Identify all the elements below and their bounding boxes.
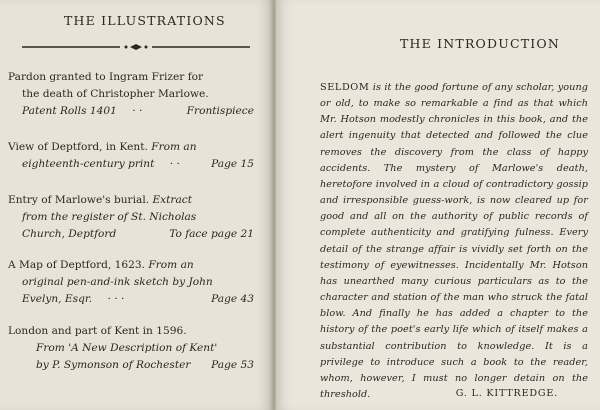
entry-title-cont: the death of Christopher Marlowe. xyxy=(22,88,209,100)
entry-source: by P. Symonson of Rochester xyxy=(36,359,191,371)
dot-leaders: · · xyxy=(132,105,143,117)
entry-page-ref: Page 43 xyxy=(211,293,254,305)
illustration-entry xyxy=(8,69,254,120)
entry-source: Patent Rolls 1401 xyxy=(22,105,117,117)
illustration-entry xyxy=(8,192,254,243)
entry-title-italic: From an xyxy=(148,259,194,271)
entry-title: London and part of Kent in 1596. xyxy=(8,325,187,337)
entry-title: Entry of Marlowe's burial. xyxy=(8,194,150,206)
illustration-entry xyxy=(8,139,254,173)
introduction-lead-word: SELDOM xyxy=(320,82,370,93)
entry-title-italic: Extract xyxy=(152,194,192,206)
right-page xyxy=(276,0,600,410)
illustration-entry xyxy=(8,323,254,374)
dot-leaders: · · xyxy=(169,158,180,170)
left-page xyxy=(0,0,272,410)
entry-title: A Map of Deptford, 1623. xyxy=(8,259,146,271)
illustration-entry xyxy=(8,257,254,308)
introduction-text xyxy=(320,80,588,403)
entry-page-ref: To face page 21 xyxy=(169,228,254,240)
entry-page-ref: Page 53 xyxy=(211,359,254,371)
entry-title-cont: From 'A New Description of Kent' xyxy=(36,342,218,354)
signature: G. L. KITTREDGE. xyxy=(455,388,558,399)
entry-source: eighteenth-century print xyxy=(22,158,155,170)
entry-title-italic: From an xyxy=(151,141,197,153)
entry-title-cont: original pen-and-ink sketch by John xyxy=(22,276,213,288)
dot-leaders: · · · xyxy=(107,293,125,305)
page-heading-illustrations: THE ILLUSTRATIONS xyxy=(64,13,226,28)
entry-title: Pardon granted to Ingram Frizer for xyxy=(8,71,204,83)
entry-source: Church, Deptford xyxy=(22,228,117,240)
page-heading-introduction: THE INTRODUCTION xyxy=(400,36,560,51)
entry-source: Evelyn, Esqr. xyxy=(22,293,93,305)
entry-page-ref: Page 15 xyxy=(211,158,254,170)
introduction-body: is it the good fortune of any scholar, young or old, to make so remarkable a find as that which Mr. Hotson modestly chronicles in this book, and the alert ingenuity that detected and followed the clue removes the discovery from the class of happy accidents. The mystery of Marlowe's death, heretofore involved in a cloud of contradictory gossip and irresponsible guess-work, is now cleared up for good and all on the authority of public records of complete authenticity and gratifying fulness. Every detail of the strange affair is vividly set forth on the testimony of eyewitnesses. Incidentally Mr. Hotson has unearthed many curious particulars as to the character and station of the man who struck the fatal blow. And finally he has added a chapter to the history of the poet's early life which of itself makes a substantial contribution to knowledge. It is a privilege to introduce such a book to the reader, whom, however, I must no longer detain on the threshold. xyxy=(320,82,588,400)
entry-page-ref: Frontispiece xyxy=(186,105,254,117)
entry-title-cont: from the register of St. Nicholas xyxy=(22,211,197,223)
entry-title: View of Deptford, in Kent. xyxy=(8,141,148,153)
ornamental-rule xyxy=(22,42,250,52)
